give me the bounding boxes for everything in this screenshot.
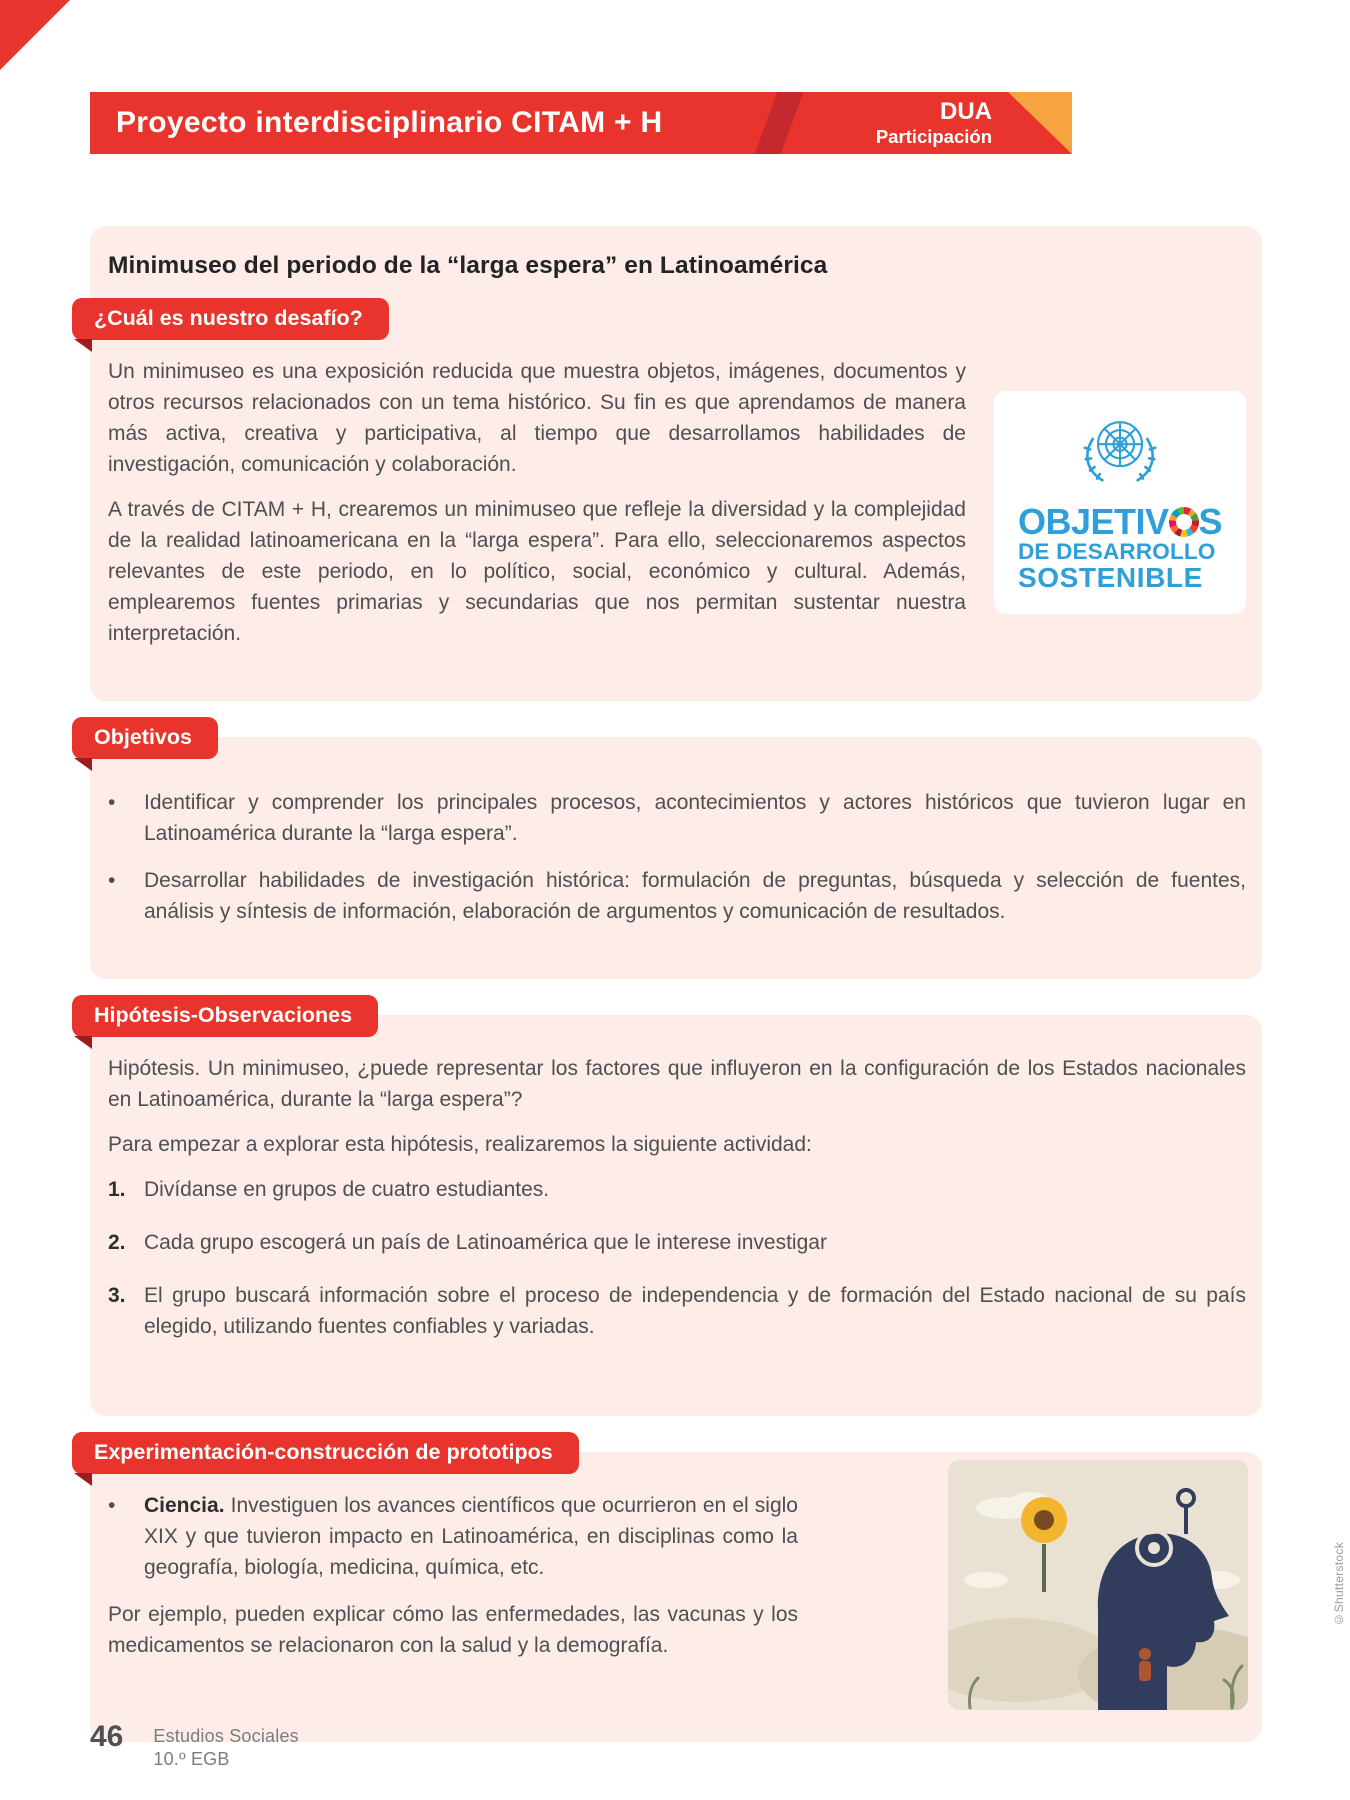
desafio-text-column (108, 356, 966, 649)
objetivo-item-text: Desarrollar habilidades de investigación histórica: formulación de preguntas, búsqueda y selección de fuentes, análisis y síntesis de información, elaboración de argumentos y comunicación de resultados. (144, 869, 1246, 923)
experimentacion-paragraph-2: Por ejemplo, pueden explicar cómo las enfermedades, las vacunas y los medicamentos se relacionaron con la salud y la demografía. (108, 1603, 798, 1657)
bullet-icon (108, 1490, 144, 1583)
desafio-columns (108, 356, 1246, 649)
list-item (108, 787, 1246, 849)
section-heading: Minimuseo del periodo de la “larga espera” en Latinoamérica (108, 252, 828, 279)
sdg-line-de-desarrollo: DE DESARROLLO (1017, 538, 1216, 564)
dua-badge (876, 98, 992, 148)
dua-badge-title: DUA (940, 98, 992, 125)
bullet-icon (108, 865, 144, 927)
pill-row (94, 298, 1246, 340)
bullet-icon (108, 787, 144, 849)
ciencia-item-text (144, 1490, 798, 1583)
list-number: 2. (108, 1231, 126, 1254)
banner-diagonal-accent (755, 92, 804, 154)
sdg-line-sostenible: SOSTENIBLE (1017, 562, 1203, 594)
pill-hipotesis-observaciones: Hipótesis-Observaciones (72, 995, 378, 1037)
hipotesis-paragraph-1: Hipótesis. Un minimuseo, ¿puede representar los factores que influyeron en la configuración de los Estados nacionales en Latinoamérica, durante la “larga espera”? (108, 1057, 1246, 1111)
list-item (108, 1174, 1246, 1205)
shutterstock-credit: ©Shutterstock (1332, 1542, 1346, 1627)
list-item (108, 1490, 798, 1583)
footer-grade-line: 10.º EGB (153, 1748, 230, 1769)
corner-accent-triangle (0, 0, 70, 70)
objetivos-list (108, 787, 1246, 927)
intro-paragraph-1: Un minimuseo es una exposición reducida que muestra objetos, imágenes, documentos y otros recursos relacionados con un tema histórico. Su fin es que aprendamos de manera más activa, creativa y participativa, al tiempo que desarrollamos habilidades de investigación, comunicación y colaboración. (108, 360, 966, 476)
step-text: El grupo buscará información sobre el proceso de independencia y de formación del Estado nacional de su país elegido, utilizando fuentes confiables y variadas. (144, 1284, 1246, 1338)
step-text: Cada grupo escogerá un país de Latinoamérica que le interese investigar (144, 1231, 827, 1254)
head-illustration-art (948, 1460, 1248, 1710)
pill-objetivos: Objetivos (72, 717, 218, 759)
dua-badge-subtitle: Participación (875, 125, 992, 147)
pill-row (94, 995, 1246, 1037)
sdg-logo-card (994, 391, 1246, 615)
hipotesis-numbered-list (108, 1174, 1246, 1342)
sdg-word-end: S (1198, 500, 1223, 542)
pill-cual-es-nuestro-desafio: ¿Cuál es nuestro desafío? (72, 298, 389, 340)
sdg-line-objetivos (1017, 500, 1223, 542)
section-desafio (90, 226, 1262, 701)
un-emblem-icon (1076, 409, 1164, 497)
sdg-word-start: OBJETIV (1017, 500, 1169, 542)
intro-paragraph-2: A través de CITAM + H, crearemos un minimuseo que refleje la diversidad y la complejidad de la realidad latinoamericana en la “larga espera”. Para ello, seleccionaremos aspectos relevantes de este periodo, en lo político, social, económico y cultural. Además, emplearemos fuentes primarias y secundarias que nos permitan sustentar nuestra interpretación. (108, 498, 966, 645)
section-experimentacion (90, 1440, 1262, 1742)
page-title: Proyecto interdisciplinario CITAM + H (116, 106, 663, 139)
list-item (108, 1227, 1246, 1258)
ciencia-lead: Ciencia. (144, 1494, 225, 1517)
head-illustration (948, 1460, 1248, 1710)
footer-subject (153, 1722, 298, 1770)
sdg-wordmark (1017, 500, 1223, 594)
step-text: Divídanse en grupos de cuatro estudiantes. (144, 1178, 550, 1201)
header-banner (90, 92, 1072, 154)
list-number: 1. (108, 1178, 126, 1201)
footer-subject-line: Estudios Sociales (153, 1726, 299, 1746)
list-item (108, 1280, 1246, 1342)
page-footer (90, 1722, 299, 1770)
pill-row (94, 717, 1246, 759)
content-column (90, 226, 1262, 1742)
section-objetivos (90, 725, 1262, 979)
banner-orange-corner (1008, 92, 1072, 154)
pill-experimentacion: Experimentación-construcción de prototipos (72, 1432, 579, 1474)
page-number: 46 (90, 1720, 124, 1753)
experimentacion-text-column (108, 1490, 798, 1661)
list-item (108, 865, 1246, 927)
section-hipotesis (90, 1003, 1262, 1416)
sdg-color-wheel-icon (1169, 507, 1199, 537)
list-number: 3. (108, 1284, 126, 1307)
hipotesis-paragraph-2: Para empezar a explorar esta hipótesis, realizaremos la siguiente actividad: (108, 1133, 812, 1156)
objetivo-item-text: Identificar y comprender los principales procesos, acontecimientos y actores históricos que tuvieron lugar en Latinoamérica durante la “larga espera”. (144, 791, 1246, 845)
ciencia-body: Investiguen los avances científicos que ocurrieron en el siglo XIX y que tuvieron impacto en Latinoamérica, en disciplinas como la geografía, biología, medicina, química, etc. (144, 1494, 798, 1579)
